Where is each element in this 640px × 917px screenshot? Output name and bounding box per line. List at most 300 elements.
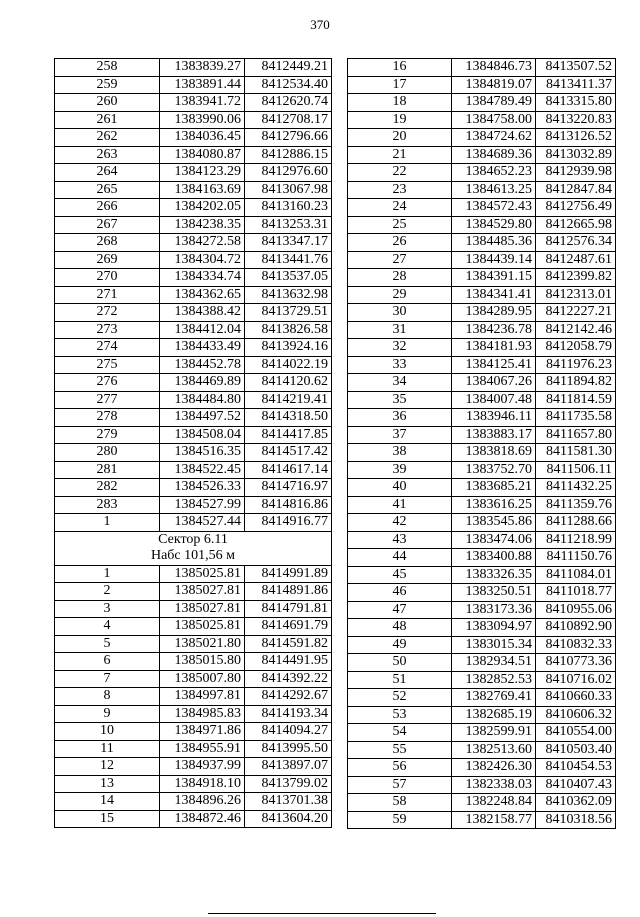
table-row: [348, 531, 616, 549]
x-coordinate-cell: 1384469.89: [160, 374, 245, 392]
x-coordinate-cell: 1385025.81: [160, 618, 245, 636]
y-coordinate-cell: 8414219.41: [245, 391, 332, 409]
point-number-cell: 27: [348, 251, 452, 269]
table-row: [55, 111, 332, 129]
table-row: [55, 129, 332, 147]
x-coordinate-cell: 1385015.80: [160, 653, 245, 671]
table-row: [348, 339, 616, 357]
point-number-cell: 264: [55, 164, 160, 182]
point-number-cell: 274: [55, 339, 160, 357]
point-number-cell: 262: [55, 129, 160, 147]
table-row: [55, 496, 332, 514]
x-coordinate-cell: 1384080.87: [160, 146, 245, 164]
x-coordinate-cell: 1384652.23: [452, 164, 536, 182]
x-coordinate-cell: 1384527.44: [160, 514, 245, 532]
table-row: [348, 724, 616, 742]
x-coordinate-cell: 1384341.41: [452, 286, 536, 304]
x-coordinate-cell: 1384202.05: [160, 199, 245, 217]
x-coordinate-cell: 1385027.81: [160, 583, 245, 601]
point-number-cell: 32: [348, 339, 452, 357]
x-coordinate-cell: 1383818.69: [452, 444, 536, 462]
y-coordinate-cell: 8413537.05: [245, 269, 332, 287]
y-coordinate-cell: 8414617.14: [245, 461, 332, 479]
y-coordinate-cell: 8411976.23: [536, 356, 616, 374]
x-coordinate-cell: 1384937.99: [160, 758, 245, 776]
coordinates-table-right: [347, 58, 616, 829]
x-coordinate-cell: 1385027.81: [160, 600, 245, 618]
table-row: [55, 199, 332, 217]
point-number-cell: 43: [348, 531, 452, 549]
y-coordinate-cell: 8412756.49: [536, 199, 616, 217]
sector-height: Набс 101,56 м: [55, 548, 332, 565]
y-coordinate-cell: 8414318.50: [245, 409, 332, 427]
point-number-cell: 31: [348, 321, 452, 339]
point-number-cell: 44: [348, 549, 452, 567]
table-row: [348, 759, 616, 777]
x-coordinate-cell: 1384412.04: [160, 321, 245, 339]
y-coordinate-cell: 8410773.36: [536, 654, 616, 672]
table-row: [348, 706, 616, 724]
y-coordinate-cell: 8413507.52: [536, 59, 616, 77]
x-coordinate-cell: 1383990.06: [160, 111, 245, 129]
table-row: [55, 164, 332, 182]
point-number-cell: 260: [55, 94, 160, 112]
table-row: [55, 723, 332, 741]
table-row: [348, 321, 616, 339]
x-coordinate-cell: 1384163.69: [160, 181, 245, 199]
table-row: [55, 339, 332, 357]
table-row: [348, 654, 616, 672]
point-number-cell: 41: [348, 496, 452, 514]
x-coordinate-cell: 1384522.45: [160, 461, 245, 479]
point-number-cell: 25: [348, 216, 452, 234]
point-number-cell: 52: [348, 689, 452, 707]
x-coordinate-cell: 1383250.51: [452, 584, 536, 602]
table-row: [348, 444, 616, 462]
table-row: [55, 234, 332, 252]
point-number-cell: 47: [348, 601, 452, 619]
y-coordinate-cell: 8411735.58: [536, 409, 616, 427]
y-coordinate-cell: 8414916.77: [245, 514, 332, 532]
x-coordinate-cell: 1383616.25: [452, 496, 536, 514]
y-coordinate-cell: 8412620.74: [245, 94, 332, 112]
table-row: [348, 269, 616, 287]
point-number-cell: 273: [55, 321, 160, 339]
y-coordinate-cell: 8413253.31: [245, 216, 332, 234]
y-coordinate-cell: 8411506.11: [536, 461, 616, 479]
x-coordinate-cell: 1384985.83: [160, 705, 245, 723]
x-coordinate-cell: 1384872.46: [160, 810, 245, 828]
x-coordinate-cell: 1384125.41: [452, 356, 536, 374]
y-coordinate-cell: 8411432.25: [536, 479, 616, 497]
point-number-cell: 23: [348, 181, 452, 199]
y-coordinate-cell: 8413160.23: [245, 199, 332, 217]
x-coordinate-cell: 1384516.35: [160, 444, 245, 462]
y-coordinate-cell: 8413897.07: [245, 758, 332, 776]
point-number-cell: 46: [348, 584, 452, 602]
x-coordinate-cell: 1384819.07: [452, 76, 536, 94]
y-coordinate-cell: 8414094.27: [245, 723, 332, 741]
x-coordinate-cell: 1383946.11: [452, 409, 536, 427]
y-coordinate-cell: 8414691.79: [245, 618, 332, 636]
point-number-cell: 18: [348, 94, 452, 112]
point-number-cell: 54: [348, 724, 452, 742]
y-coordinate-cell: 8412939.98: [536, 164, 616, 182]
point-number-cell: 33: [348, 356, 452, 374]
table-row: [55, 688, 332, 706]
point-number-cell: 59: [348, 811, 452, 829]
table-row: [55, 76, 332, 94]
point-number-cell: 267: [55, 216, 160, 234]
y-coordinate-cell: 8411018.77: [536, 584, 616, 602]
point-number-cell: 30: [348, 304, 452, 322]
x-coordinate-cell: 1384362.65: [160, 286, 245, 304]
y-coordinate-cell: 8413032.89: [536, 146, 616, 164]
point-number-cell: 48: [348, 619, 452, 637]
table-row: [348, 94, 616, 112]
point-number-cell: 45: [348, 566, 452, 584]
y-coordinate-cell: 8412796.66: [245, 129, 332, 147]
point-number-cell: 42: [348, 514, 452, 532]
table-row: [348, 479, 616, 497]
table-row: [348, 461, 616, 479]
x-coordinate-cell: 1382599.91: [452, 724, 536, 742]
table-row: [55, 286, 332, 304]
table-row: [348, 199, 616, 217]
left-table-rows-after: [55, 565, 332, 828]
table-row: [348, 496, 616, 514]
bottom-rule: [208, 913, 436, 914]
x-coordinate-cell: 1384955.91: [160, 740, 245, 758]
table-row: [55, 793, 332, 811]
point-number-cell: 22: [348, 164, 452, 182]
point-number-cell: 278: [55, 409, 160, 427]
x-coordinate-cell: 1383326.35: [452, 566, 536, 584]
point-number-cell: 51: [348, 671, 452, 689]
table-row: [55, 321, 332, 339]
x-coordinate-cell: 1384334.74: [160, 269, 245, 287]
table-row: [348, 374, 616, 392]
y-coordinate-cell: 8411581.30: [536, 444, 616, 462]
table-row: [55, 775, 332, 793]
x-coordinate-cell: 1384758.00: [452, 111, 536, 129]
y-coordinate-cell: 8414591.82: [245, 635, 332, 653]
point-number-cell: 258: [55, 59, 160, 77]
coordinates-table-left: [54, 58, 332, 828]
page-number: 370: [310, 17, 330, 32]
x-coordinate-cell: 1384181.93: [452, 339, 536, 357]
point-number-cell: 16: [348, 59, 452, 77]
x-coordinate-cell: 1384971.86: [160, 723, 245, 741]
y-coordinate-cell: 8414292.67: [245, 688, 332, 706]
point-number-cell: 268: [55, 234, 160, 252]
y-coordinate-cell: 8410955.06: [536, 601, 616, 619]
x-coordinate-cell: 1384526.33: [160, 479, 245, 497]
y-coordinate-cell: 8411288.66: [536, 514, 616, 532]
y-coordinate-cell: 8412313.01: [536, 286, 616, 304]
point-number-cell: 15: [55, 810, 160, 828]
y-coordinate-cell: 8411150.76: [536, 549, 616, 567]
x-coordinate-cell: 1384388.42: [160, 304, 245, 322]
point-number-cell: 28: [348, 269, 452, 287]
y-coordinate-cell: 8414392.22: [245, 670, 332, 688]
y-coordinate-cell: 8410554.00: [536, 724, 616, 742]
y-coordinate-cell: 8413826.58: [245, 321, 332, 339]
x-coordinate-cell: 1384613.25: [452, 181, 536, 199]
table-row: [348, 59, 616, 77]
point-number-cell: 263: [55, 146, 160, 164]
y-coordinate-cell: 8413126.52: [536, 129, 616, 147]
table-row: [348, 304, 616, 322]
point-number-cell: 265: [55, 181, 160, 199]
x-coordinate-cell: 1383094.97: [452, 619, 536, 637]
point-number-cell: 21: [348, 146, 452, 164]
table-row: [55, 409, 332, 427]
table-row: [348, 251, 616, 269]
point-number-cell: 269: [55, 251, 160, 269]
sector-header: [55, 531, 332, 565]
table-row: [55, 514, 332, 532]
x-coordinate-cell: 1384123.29: [160, 164, 245, 182]
y-coordinate-cell: 8411218.99: [536, 531, 616, 549]
y-coordinate-cell: 8412227.21: [536, 304, 616, 322]
y-coordinate-cell: 8412449.21: [245, 59, 332, 77]
point-number-cell: 40: [348, 479, 452, 497]
table-row: [55, 653, 332, 671]
x-coordinate-cell: 1384789.49: [452, 94, 536, 112]
y-coordinate-cell: 8412576.34: [536, 234, 616, 252]
table-row: [55, 461, 332, 479]
point-number-cell: 50: [348, 654, 452, 672]
point-number-cell: 4: [55, 618, 160, 636]
point-number-cell: 270: [55, 269, 160, 287]
x-coordinate-cell: 1382769.41: [452, 689, 536, 707]
y-coordinate-cell: 8410660.33: [536, 689, 616, 707]
sector-title-row: [55, 531, 332, 548]
point-number-cell: 8: [55, 688, 160, 706]
x-coordinate-cell: 1383891.44: [160, 76, 245, 94]
table-row: [55, 618, 332, 636]
x-coordinate-cell: 1384508.04: [160, 426, 245, 444]
y-coordinate-cell: 8414517.42: [245, 444, 332, 462]
y-coordinate-cell: 8412534.40: [245, 76, 332, 94]
x-coordinate-cell: 1383839.27: [160, 59, 245, 77]
table-row: [55, 479, 332, 497]
sector-title: Сектор 6.11: [55, 531, 332, 548]
table-row: [348, 811, 616, 829]
y-coordinate-cell: 8411657.80: [536, 426, 616, 444]
x-coordinate-cell: 1384497.52: [160, 409, 245, 427]
y-coordinate-cell: 8414193.34: [245, 705, 332, 723]
table-row: [348, 794, 616, 812]
y-coordinate-cell: 8412142.46: [536, 321, 616, 339]
sector-height-row: [55, 548, 332, 565]
x-coordinate-cell: 1384452.78: [160, 356, 245, 374]
y-coordinate-cell: 8410716.02: [536, 671, 616, 689]
x-coordinate-cell: 1384997.81: [160, 688, 245, 706]
x-coordinate-cell: 1382513.60: [452, 741, 536, 759]
point-number-cell: 3: [55, 600, 160, 618]
x-coordinate-cell: 1384036.45: [160, 129, 245, 147]
table-row: [55, 181, 332, 199]
point-number-cell: 19: [348, 111, 452, 129]
x-coordinate-cell: 1384236.78: [452, 321, 536, 339]
y-coordinate-cell: 8410454.53: [536, 759, 616, 777]
point-number-cell: 12: [55, 758, 160, 776]
x-coordinate-cell: 1383685.21: [452, 479, 536, 497]
x-coordinate-cell: 1384007.48: [452, 391, 536, 409]
x-coordinate-cell: 1384896.26: [160, 793, 245, 811]
point-number-cell: 26: [348, 234, 452, 252]
point-number-cell: 271: [55, 286, 160, 304]
x-coordinate-cell: 1384485.36: [452, 234, 536, 252]
y-coordinate-cell: 8413315.80: [536, 94, 616, 112]
table-row: [348, 164, 616, 182]
y-coordinate-cell: 8414716.97: [245, 479, 332, 497]
point-number-cell: 24: [348, 199, 452, 217]
table-row: [348, 391, 616, 409]
table-row: [55, 374, 332, 392]
y-coordinate-cell: 8411359.76: [536, 496, 616, 514]
table-row: [55, 94, 332, 112]
point-number-cell: 276: [55, 374, 160, 392]
y-coordinate-cell: 8410318.56: [536, 811, 616, 829]
table-row: [55, 269, 332, 287]
point-number-cell: 55: [348, 741, 452, 759]
table-row: [55, 705, 332, 723]
table-row: [348, 111, 616, 129]
x-coordinate-cell: 1383173.36: [452, 601, 536, 619]
y-coordinate-cell: 8412058.79: [536, 339, 616, 357]
table-row: [55, 391, 332, 409]
table-row: [55, 565, 332, 583]
point-number-cell: 35: [348, 391, 452, 409]
table-row: [55, 304, 332, 322]
table-row: [348, 619, 616, 637]
point-number-cell: 39: [348, 461, 452, 479]
point-number-cell: 259: [55, 76, 160, 94]
table-row: [55, 356, 332, 374]
x-coordinate-cell: 1384572.43: [452, 199, 536, 217]
x-coordinate-cell: 1384689.36: [452, 146, 536, 164]
y-coordinate-cell: 8411814.59: [536, 391, 616, 409]
point-number-cell: 58: [348, 794, 452, 812]
x-coordinate-cell: 1384918.10: [160, 775, 245, 793]
x-coordinate-cell: 1385021.80: [160, 635, 245, 653]
x-coordinate-cell: 1383752.70: [452, 461, 536, 479]
point-number-cell: 261: [55, 111, 160, 129]
point-number-cell: 275: [55, 356, 160, 374]
table-row: [348, 514, 616, 532]
table-row: [55, 758, 332, 776]
x-coordinate-cell: 1384304.72: [160, 251, 245, 269]
point-number-cell: 20: [348, 129, 452, 147]
point-number-cell: 13: [55, 775, 160, 793]
point-number-cell: 272: [55, 304, 160, 322]
table-row: [348, 234, 616, 252]
point-number-cell: 277: [55, 391, 160, 409]
x-coordinate-cell: 1382852.53: [452, 671, 536, 689]
table-row: [348, 566, 616, 584]
point-number-cell: 10: [55, 723, 160, 741]
y-coordinate-cell: 8414991.89: [245, 565, 332, 583]
table-row: [348, 216, 616, 234]
y-coordinate-cell: 8410892.90: [536, 619, 616, 637]
x-coordinate-cell: 1382685.19: [452, 706, 536, 724]
x-coordinate-cell: 1382248.84: [452, 794, 536, 812]
point-number-cell: 1: [55, 565, 160, 583]
point-number-cell: 2: [55, 583, 160, 601]
point-number-cell: 56: [348, 759, 452, 777]
table-row: [55, 146, 332, 164]
y-coordinate-cell: 8413067.98: [245, 181, 332, 199]
x-coordinate-cell: 1384391.15: [452, 269, 536, 287]
y-coordinate-cell: 8413701.38: [245, 793, 332, 811]
x-coordinate-cell: 1384527.99: [160, 496, 245, 514]
x-coordinate-cell: 1385007.80: [160, 670, 245, 688]
x-coordinate-cell: 1382338.03: [452, 776, 536, 794]
x-coordinate-cell: 1383545.86: [452, 514, 536, 532]
point-number-cell: 6: [55, 653, 160, 671]
table-row: [348, 549, 616, 567]
x-coordinate-cell: 1382934.51: [452, 654, 536, 672]
y-coordinate-cell: 8413441.76: [245, 251, 332, 269]
table-row: [55, 583, 332, 601]
y-coordinate-cell: 8413995.50: [245, 740, 332, 758]
point-number-cell: 281: [55, 461, 160, 479]
table-row: [348, 426, 616, 444]
x-coordinate-cell: 1383400.88: [452, 549, 536, 567]
x-coordinate-cell: 1385025.81: [160, 565, 245, 583]
y-coordinate-cell: 8414891.86: [245, 583, 332, 601]
table-row: [55, 670, 332, 688]
x-coordinate-cell: 1382158.77: [452, 811, 536, 829]
y-coordinate-cell: 8413632.98: [245, 286, 332, 304]
y-coordinate-cell: 8410832.33: [536, 636, 616, 654]
table-row: [55, 740, 332, 758]
x-coordinate-cell: 1384846.73: [452, 59, 536, 77]
y-coordinate-cell: 8412665.98: [536, 216, 616, 234]
x-coordinate-cell: 1383474.06: [452, 531, 536, 549]
table-row: [55, 600, 332, 618]
y-coordinate-cell: 8413220.83: [536, 111, 616, 129]
y-coordinate-cell: 8412847.84: [536, 181, 616, 199]
table-row: [348, 689, 616, 707]
y-coordinate-cell: 8413347.17: [245, 234, 332, 252]
point-number-cell: 7: [55, 670, 160, 688]
y-coordinate-cell: 8410407.43: [536, 776, 616, 794]
point-number-cell: 29: [348, 286, 452, 304]
table-row: [348, 76, 616, 94]
y-coordinate-cell: 8414417.85: [245, 426, 332, 444]
x-coordinate-cell: 1383883.17: [452, 426, 536, 444]
point-number-cell: 283: [55, 496, 160, 514]
x-coordinate-cell: 1384529.80: [452, 216, 536, 234]
x-coordinate-cell: 1384067.26: [452, 374, 536, 392]
y-coordinate-cell: 8413604.20: [245, 810, 332, 828]
x-coordinate-cell: 1383941.72: [160, 94, 245, 112]
table-row: [348, 601, 616, 619]
y-coordinate-cell: 8412886.15: [245, 146, 332, 164]
table-row: [348, 181, 616, 199]
point-number-cell: 14: [55, 793, 160, 811]
x-coordinate-cell: 1384433.49: [160, 339, 245, 357]
point-number-cell: 279: [55, 426, 160, 444]
point-number-cell: 11: [55, 740, 160, 758]
table-row: [55, 444, 332, 462]
y-coordinate-cell: 8412976.60: [245, 164, 332, 182]
point-number-cell: 38: [348, 444, 452, 462]
